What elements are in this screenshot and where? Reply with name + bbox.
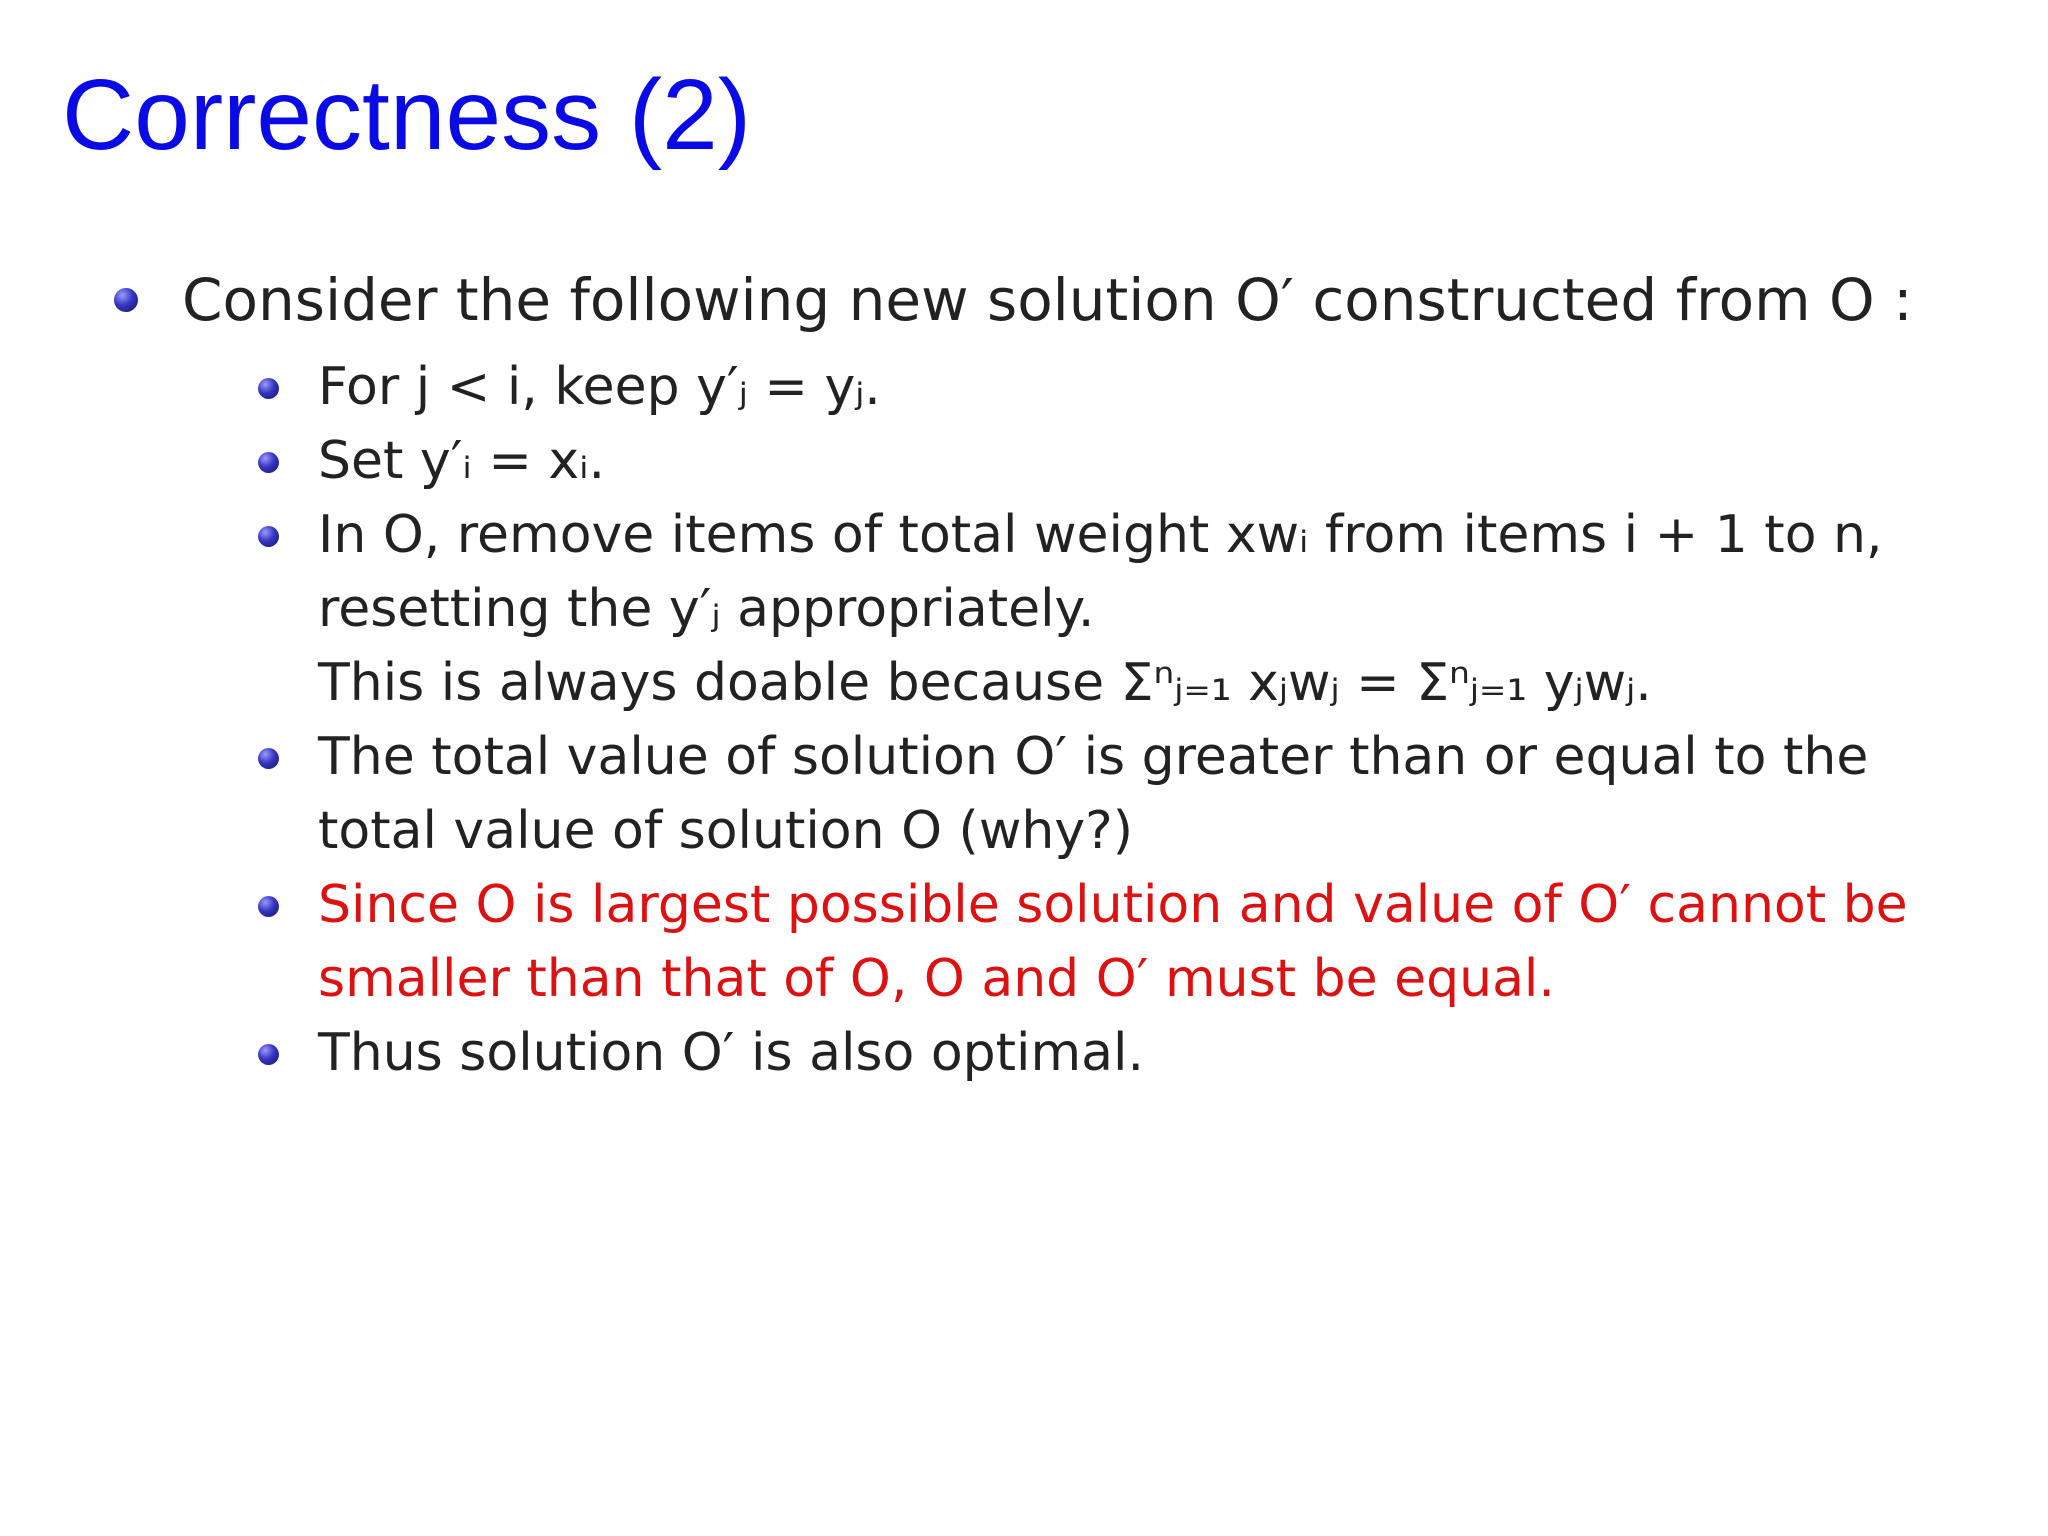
main-bullet-text: Consider the following new solution O′ constructed from O : — [182, 266, 1913, 334]
bullet-icon — [258, 452, 279, 473]
slide-title: Correctness (2) — [62, 59, 752, 171]
bullet-icon — [114, 288, 138, 312]
sub-bullet-item — [240, 1016, 2000, 1090]
sub-bullet-line: Thus solution O′ is also optimal. — [318, 1023, 1144, 1083]
sub-bullet-line: Since O is largest possible solution and value of O′ cannot be — [318, 875, 1908, 935]
sub-bullet-line: resetting the y′ⱼ appropriately. — [318, 579, 1095, 639]
sub-bullet-item-highlighted — [240, 868, 2000, 1016]
sub-bullet-item — [240, 720, 2000, 868]
bullet-icon — [258, 896, 279, 917]
sub-bullet-item — [240, 350, 2000, 424]
bullet-icon — [258, 1044, 279, 1065]
bullet-icon — [258, 526, 279, 547]
sub-bullet-item — [240, 424, 2000, 498]
sub-bullet-line: In O, remove items of total weight xwᵢ from items i + 1 to n, — [318, 505, 1883, 565]
sub-bullet-list — [240, 350, 2000, 1090]
sub-bullet-line: The total value of solution O′ is greater than or equal to the — [318, 727, 1869, 787]
sub-bullet-line: For j < i, keep y′ⱼ = yⱼ. — [318, 357, 881, 417]
bullet-icon — [258, 748, 279, 769]
sub-bullet-item — [240, 498, 2000, 720]
bullet-icon — [258, 378, 279, 399]
sub-bullet-line: total value of solution O (why?) — [318, 801, 1133, 861]
sub-bullet-line: This is always doable because Σⁿⱼ₌₁ xⱼwⱼ = Σⁿⱼ₌₁ yⱼwⱼ. — [318, 653, 1652, 713]
sub-bullet-line: smaller than that of O, O and O′ must be equal. — [318, 949, 1555, 1009]
main-bullet-item — [110, 255, 1913, 345]
sub-bullet-line: Set y′ᵢ = xᵢ. — [318, 431, 606, 491]
